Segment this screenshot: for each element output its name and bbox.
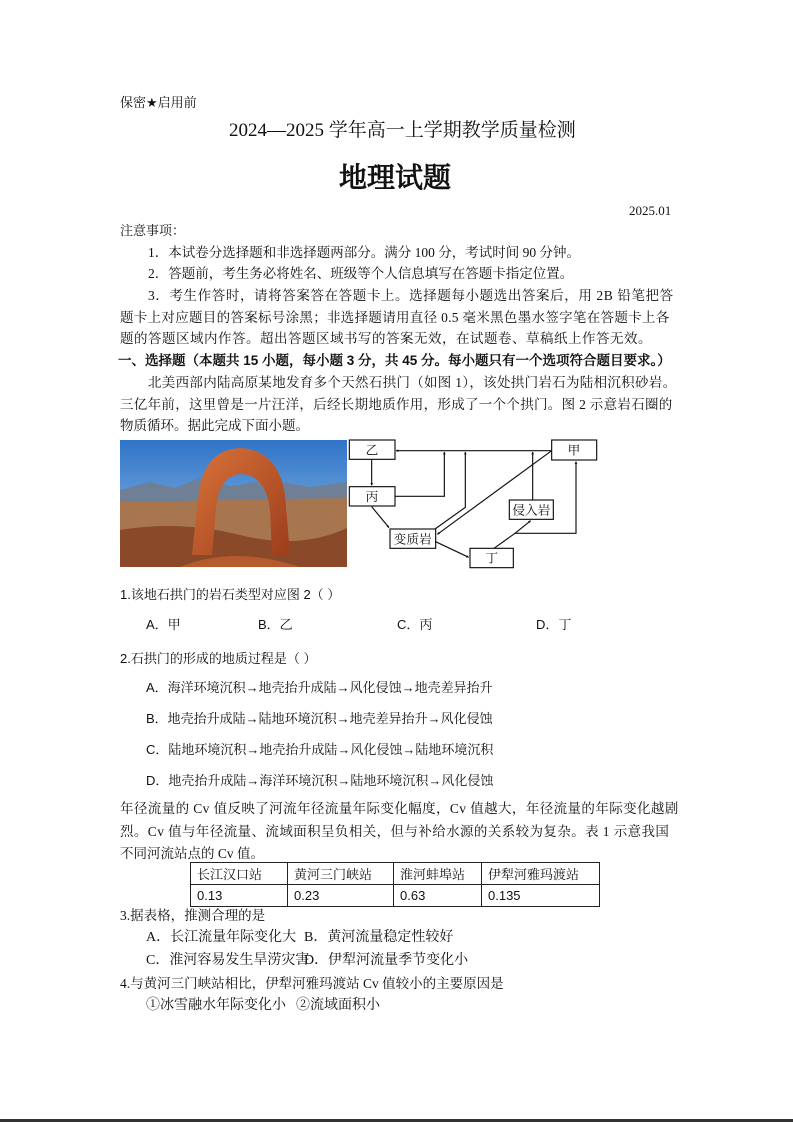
- table-header-row: [191, 863, 600, 885]
- q1-option-c: C．丙: [397, 617, 433, 632]
- q3-option-d: D．伊犁河流量季节变化小: [304, 953, 469, 968]
- note-line: 题的答题区域内作答。超出答题区域书写的答案无效，在试题卷、草稿纸上作答无效。: [120, 331, 652, 346]
- passage-line: 物质循环。据此完成下面小题。: [120, 418, 309, 433]
- passage2-line: 年径流量的 Cv 值反映了河流年径流量年际变化幅度，Cv 值越大，年径流量的年际变化越剧: [120, 801, 679, 816]
- passage2-line: 烈。Cv 值与年径流量、流域面积呈负相关，但与补给水源的关系较为复杂。表 1 示意我国: [120, 824, 670, 839]
- q1-option-d: D．丁: [536, 617, 572, 632]
- q1-option-b: B．乙: [258, 617, 293, 632]
- passage-line: 北美西部内陆高原某地发育多个天然石拱门（如图 1），该处拱门岩石为陆相沉积砂岩。: [148, 375, 677, 390]
- box-metamorphic-rock: 变质岩: [393, 532, 432, 547]
- passage2-line: 不同河流站点的 Cv 值。: [120, 846, 265, 861]
- question-4-stem: 4.与黄河三门峡站相比，伊犁河雅玛渡站 Cv 值较小的主要原因是: [120, 976, 504, 991]
- table-header-cell: 淮河蚌埠站: [394, 863, 482, 885]
- exam-date: 2025.01: [629, 203, 672, 218]
- note-line: 题卡上对应题目的答案标号涂黑；非选择题请用直径 0.5 毫米黑色墨水签字笔在答题卡上各: [120, 310, 670, 325]
- q2-option-b: B．地壳抬升成陆→陆地环境沉积→地壳差异抬升→风化侵蚀: [146, 711, 493, 726]
- question-3-stem: 3.据表格，推测合理的是: [120, 908, 266, 923]
- cv-value-table: [190, 862, 600, 907]
- q2-option-a: A．海洋环境沉积→地壳抬升成陆→风化侵蚀→地壳差异抬升: [146, 680, 493, 695]
- rock-cycle-diagram: [340, 430, 610, 575]
- note-line: 2．答题前，考生务必将姓名、班级等个人信息填写在答题卡指定位置。: [148, 266, 574, 281]
- passage-line: 三亿年前，这里曾是一片汪洋，后经长期地质作用，形成了一个个拱门。图 2 示意岩石圈的: [120, 397, 673, 412]
- table-cell: 0.23: [288, 885, 394, 907]
- q2-option-c: C．陆地环境沉积→地壳抬升成陆→风化侵蚀→陆地环境沉积: [146, 742, 494, 757]
- subject-title: 地理试题: [339, 162, 452, 193]
- note-line: 3．考生作答时，请将答案答在答题卡上。选择题每小题选出答案后，用 2B 铅笔把答: [148, 288, 674, 303]
- question-1-stem: 1.该地石拱门的岩石类型对应图 2（ ）: [120, 587, 341, 602]
- box-intrusive-rock: 侵入岩: [512, 503, 551, 518]
- table-header-cell: 黄河三门峡站: [288, 863, 394, 885]
- note-line: 1．本试卷分选择题和非选择题两部分。满分 100 分，考试时间 90 分钟。: [148, 245, 580, 260]
- q1-option-a: A．甲: [146, 617, 181, 632]
- q4-statement-1: ①冰雪融水年际变化小: [146, 998, 286, 1013]
- table-cell: 0.13: [191, 885, 288, 907]
- exam-title: 2024—2025 学年高一上学期教学质量检测: [229, 120, 576, 141]
- table-header-cell: 伊犁河雅玛渡站: [482, 863, 600, 885]
- box-ding: 丁: [485, 551, 498, 566]
- box-yi: 乙: [365, 443, 379, 458]
- box-jia: 甲: [567, 443, 581, 458]
- section-heading: 一、选择题（本题共 15 小题，每小题 3 分，共 45 分。每小题只有一个选项符合题目要求。）: [118, 353, 671, 368]
- q3-option-c: C．淮河容易发生旱涝灾害: [146, 953, 310, 968]
- table-header-cell: 长江汉口站: [191, 863, 288, 885]
- table-cell: 0.135: [482, 885, 600, 907]
- q2-option-d: D．地壳抬升成陆→海洋环境沉积→陆地环境沉积→风化侵蚀: [146, 773, 494, 788]
- table-cell: 0.63: [394, 885, 482, 907]
- confidential-label: 保密★启用前: [120, 95, 197, 110]
- notes-heading: 注意事项：: [120, 223, 186, 238]
- table-row: [191, 885, 600, 907]
- q3-option-a: A．长江流量年际变化大: [146, 930, 297, 945]
- q4-statement-2: ②流域面积小: [296, 998, 380, 1013]
- arch-photo: [120, 440, 347, 567]
- question-2-stem: 2.石拱门的形成的地质过程是（ ）: [120, 651, 317, 666]
- box-bing: 丙: [365, 490, 379, 504]
- q3-option-b: B．黄河流量稳定性较好: [304, 930, 454, 945]
